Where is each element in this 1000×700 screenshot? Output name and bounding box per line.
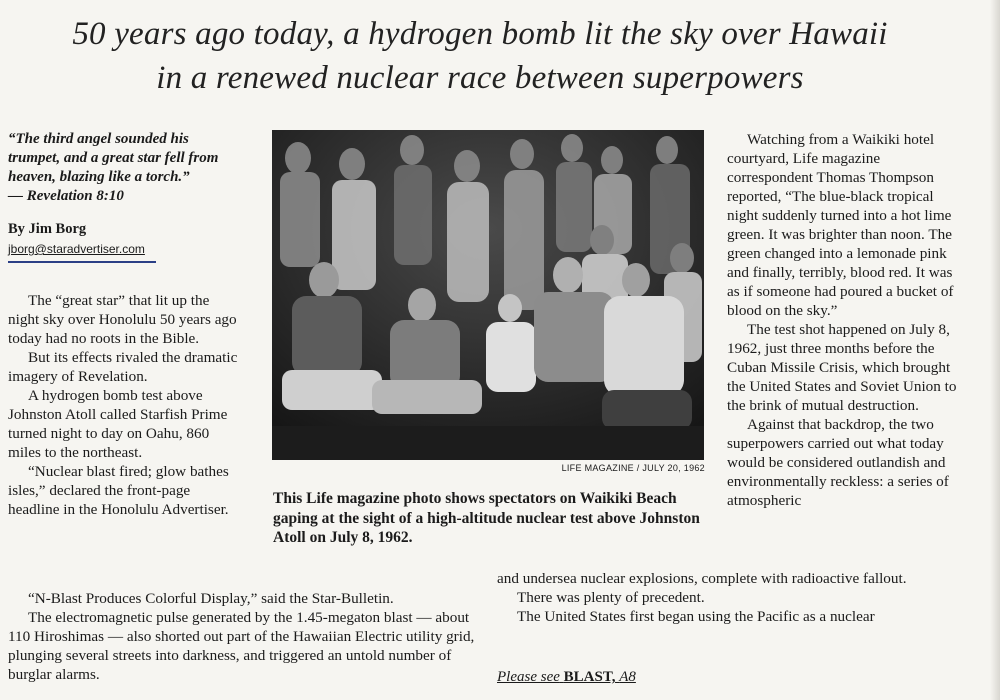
paragraph: There was plenty of precedent. [517,589,705,606]
bottom-column [497,569,977,626]
paragraph: The United States first began using the Pacific as a nuclear [517,608,875,625]
paragraph: “Nuclear blast fired; glow bathes isles,” declared the front-page headline in the Honolulu Advertiser. [8,463,229,518]
spectators-photo-illustration [272,130,704,460]
jump-prefix: Please see [497,669,560,685]
headline-line-2: in a renewed nuclear race between superpowers [156,60,804,96]
paragraph: Watching from a Waikiki hotel courtyard, Life magazine correspondent Thomas Thompson reported, “The blue-black tropical night suddenly turned into a hot lime green. It was brighter than noon. The green changed into a lemonade pink and finally, terribly, blood red. It was as if someone had poured a bucket of blood on the sky.” [727,131,954,319]
paragraph: The test shot happened on July 8, 1962, just three months before the Cuban Missile Crisis, which brought the United States and Soviet Union to the brink of mutual destruction. [727,321,957,414]
headline [0,12,960,100]
photo-credit: LIFE MAGAZINE / JULY 20, 1962 [561,463,705,473]
jump-target: BLAST, [563,669,616,685]
paragraph: The electromagnetic pulse generated by the 1.45-megaton blast — about 110 Hiroshimas — also shorted out part of the Hawaiian Electric utility grid, plunging several streets into darkness, and triggered an untold number of burglar alarms. [8,609,475,683]
jump-page: A8 [619,669,636,685]
paragraph-continuation: and undersea nuclear explosions, complete with radioactive fallout. [497,570,907,587]
jump-link[interactable] [497,669,636,686]
left-column-body [8,291,240,519]
photo-caption: This Life magazine photo shows spectators on Waikiki Beach gaping at the sight of a high-altitude nuclear test above Johnston Atoll on July 8, 1962. [273,490,700,546]
byline-author: By Jim Borg [8,221,87,237]
page-edge [990,0,1000,700]
byline-rule [8,261,156,263]
epigraph-attribution: — Revelation 8:10 [8,188,124,204]
headline-line-1: 50 years ago today, a hydrogen bomb lit the sky over Hawaii [72,16,888,52]
paragraph: But its effects rivaled the dramatic imagery of Revelation. [8,349,238,385]
epigraph-quote: “The third angel sounded his trumpet, and a great star fell from heaven, blazing like a torch.” [8,131,219,185]
epigraph [8,130,240,206]
byline-email-link[interactable]: jborg@staradvertiser.com [8,242,145,256]
news-photo [272,130,704,460]
paragraph: Against that backdrop, the two superpowers carried out what today would be considered outlandish and environmentally reckless: a series of atmospheric [727,416,949,509]
paragraph: A hydrogen bomb test above Johnston Atoll called Starfish Prime turned night to day on Oahu, 860 miles to the northeast. [8,387,228,461]
left-column-continued [8,589,488,684]
paragraph: The “great star” that lit up the night sky over Honolulu 50 years ago today had no roots in the Bible. [8,292,237,347]
left-column [8,130,240,519]
paragraph: “N-Blast Produces Colorful Display,” said the Star-Bulletin. [28,590,394,607]
right-column [727,130,967,510]
